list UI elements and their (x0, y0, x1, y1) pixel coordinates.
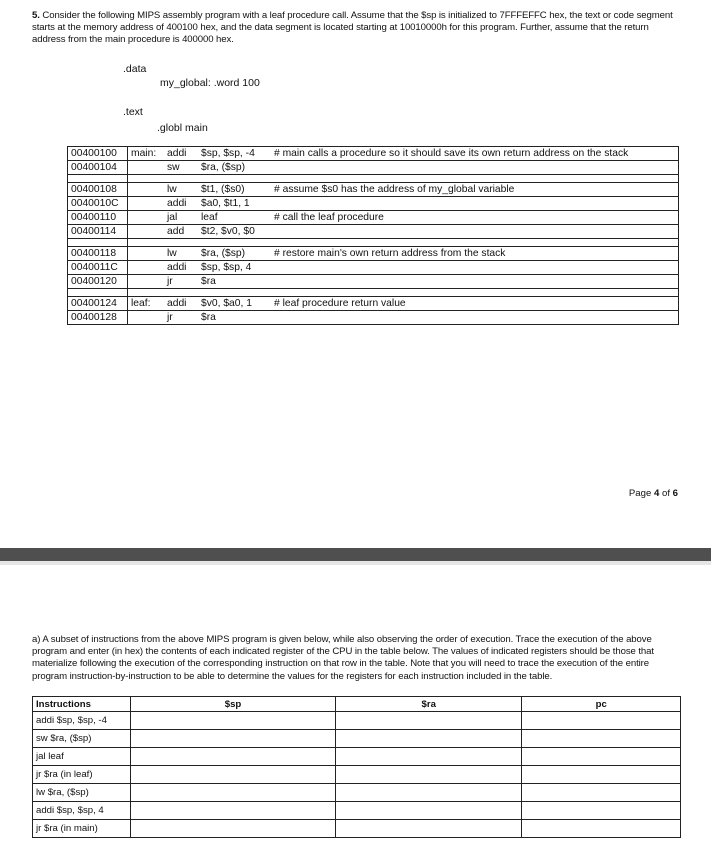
address-cell: 00400108 (68, 183, 128, 197)
page-separator-shadow (0, 561, 711, 565)
code-cell (128, 183, 679, 197)
address-cell: 00400128 (68, 311, 128, 325)
globl-declaration: .globl main (157, 122, 208, 134)
trace-header-row (33, 697, 681, 712)
code-opcode: jr (167, 312, 173, 323)
code-cell (128, 261, 679, 275)
code-label: leaf: (131, 298, 151, 309)
header-ra: $ra (336, 697, 522, 712)
instruction-cell: addi $sp, $sp, -4 (33, 712, 131, 730)
program-row (68, 275, 679, 289)
spacer-cell (68, 239, 128, 247)
code-comment: # restore main's own return address from the stack (274, 248, 506, 259)
trace-row (33, 802, 681, 820)
code-comment: # leaf procedure return value (274, 298, 406, 309)
sp-value-cell[interactable] (131, 730, 336, 748)
pc-value-cell[interactable] (522, 784, 681, 802)
ra-value-cell[interactable] (336, 748, 522, 766)
code-operands: $a0, $t1, 1 (201, 198, 250, 209)
spacer-cell (128, 289, 679, 297)
address-cell: 00400104 (68, 161, 128, 175)
code-cell (128, 161, 679, 175)
question-body: Consider the following MIPS assembly program with a leaf procedure call. Assume that the $sp is initialized to 7FFFEFFC hex, the text or code segment starts at the memory address of 400100 hex, and the data segment is located starting at 10010000h for this program. Further, assume that the return address from the main procedure is 400000 hex. (32, 10, 673, 46)
ra-value-cell[interactable] (336, 712, 522, 730)
trace-row (33, 712, 681, 730)
code-operands: $t2, $v0, $0 (201, 226, 255, 237)
code-operands: leaf (201, 212, 218, 223)
code-cell (128, 247, 679, 261)
address-cell: 00400124 (68, 297, 128, 311)
pc-value-cell[interactable] (522, 802, 681, 820)
code-cell (128, 311, 679, 325)
ra-value-cell[interactable] (336, 820, 522, 838)
code-comment: # assume $s0 has the address of my_global variable (274, 184, 515, 195)
address-cell: 00400118 (68, 247, 128, 261)
program-listing-table (67, 146, 679, 325)
ra-value-cell[interactable] (336, 784, 522, 802)
code-opcode: jal (167, 212, 178, 223)
part-a-text: a) A subset of instructions from the above MIPS program is given below, while also observing the order of execution. Trace the execution of the above program and enter (in hex) the contents of each indicated register of the CPU in the table below. The values of indicated registers should be those that materialize following the execution of the corresponding instruction on that row in the table. Note that you will need to trace the execution of the entire program instruction-by-instruction to be able to determine the values for the registers for each instruction included in the table. (32, 634, 654, 682)
program-row (68, 197, 679, 211)
page-number-total: 6 (672, 488, 678, 499)
code-comment: # call the leaf procedure (274, 212, 384, 223)
code-opcode: lw (167, 184, 177, 195)
address-cell: 0040011C (68, 261, 128, 275)
trace-row (33, 730, 681, 748)
page-separator (0, 548, 711, 561)
spacer-cell (128, 175, 679, 183)
trace-row (33, 820, 681, 838)
sp-value-cell[interactable] (131, 802, 336, 820)
pc-value-cell[interactable] (522, 766, 681, 784)
code-operands: $ra (201, 276, 216, 287)
program-row (68, 261, 679, 275)
spacer-cell (128, 239, 679, 247)
header-sp: $sp (131, 697, 336, 712)
sp-value-cell[interactable] (131, 766, 336, 784)
code-operands: $sp, $sp, 4 (201, 262, 252, 273)
sp-value-cell[interactable] (131, 784, 336, 802)
instruction-cell: addi $sp, $sp, 4 (33, 802, 131, 820)
instruction-cell: jr $ra (in main) (33, 820, 131, 838)
spacer-cell (68, 289, 128, 297)
sp-value-cell[interactable] (131, 712, 336, 730)
data-directive: .data (123, 63, 147, 75)
trace-row (33, 748, 681, 766)
code-operands: $ra, ($sp) (201, 248, 246, 259)
code-opcode: sw (167, 162, 180, 173)
code-cell (128, 225, 679, 239)
code-cell (128, 275, 679, 289)
code-operands: $ra, ($sp) (201, 162, 246, 173)
question-number: 5. (32, 10, 40, 21)
global-declaration: my_global: .word 100 (160, 77, 260, 89)
program-row (68, 211, 679, 225)
code-cell (128, 197, 679, 211)
page-number-middle: of (659, 488, 673, 499)
code-opcode: jr (167, 276, 173, 287)
code-operands: $ra (201, 312, 216, 323)
pc-value-cell[interactable] (522, 748, 681, 766)
address-cell: 00400120 (68, 275, 128, 289)
program-spacer-row (68, 289, 679, 297)
program-row (68, 225, 679, 239)
code-cell (128, 147, 679, 161)
ra-value-cell[interactable] (336, 802, 522, 820)
program-row (68, 147, 679, 161)
instruction-cell: jal leaf (33, 748, 131, 766)
code-cell (128, 211, 679, 225)
sp-value-cell[interactable] (131, 820, 336, 838)
trace-row (33, 766, 681, 784)
instruction-cell: lw $ra, ($sp) (33, 784, 131, 802)
pc-value-cell[interactable] (522, 712, 681, 730)
register-trace-table (32, 696, 681, 838)
program-spacer-row (68, 239, 679, 247)
code-opcode: addi (167, 298, 187, 309)
code-comment: # main calls a procedure so it should save its own return address on the stack (274, 148, 629, 159)
address-cell: 00400100 (68, 147, 128, 161)
code-opcode: addi (167, 262, 187, 273)
ra-value-cell[interactable] (336, 766, 522, 784)
instruction-cell: jr $ra (in leaf) (33, 766, 131, 784)
code-opcode: addi (167, 148, 187, 159)
code-opcode: addi (167, 198, 187, 209)
trace-row (33, 784, 681, 802)
pc-value-cell[interactable] (522, 730, 681, 748)
address-cell: 00400114 (68, 225, 128, 239)
text-directive: .text (123, 106, 143, 118)
program-row (68, 247, 679, 261)
pc-value-cell[interactable] (522, 820, 681, 838)
address-cell: 00400110 (68, 211, 128, 225)
page-number (629, 488, 678, 499)
page-number-current: 4 (653, 488, 660, 499)
code-opcode: add (167, 226, 185, 237)
code-label: main: (131, 148, 157, 159)
program-row (68, 297, 679, 311)
header-pc: pc (522, 697, 681, 712)
program-spacer-row (68, 175, 679, 183)
code-operands: $v0, $a0, 1 (201, 298, 252, 309)
program-row (68, 311, 679, 325)
ra-value-cell[interactable] (336, 730, 522, 748)
sp-value-cell[interactable] (131, 748, 336, 766)
page-number-prefix: Page (628, 488, 654, 499)
instruction-cell: sw $ra, ($sp) (33, 730, 131, 748)
question-5-text (32, 10, 680, 47)
program-row (68, 183, 679, 197)
code-opcode: lw (167, 248, 177, 259)
code-operands: $t1, ($s0) (201, 184, 245, 195)
address-cell: 0040010C (68, 197, 128, 211)
code-cell (128, 297, 679, 311)
header-instructions: Instructions (33, 697, 131, 712)
spacer-cell (68, 175, 128, 183)
program-row (68, 161, 679, 175)
code-operands: $sp, $sp, -4 (201, 148, 255, 159)
